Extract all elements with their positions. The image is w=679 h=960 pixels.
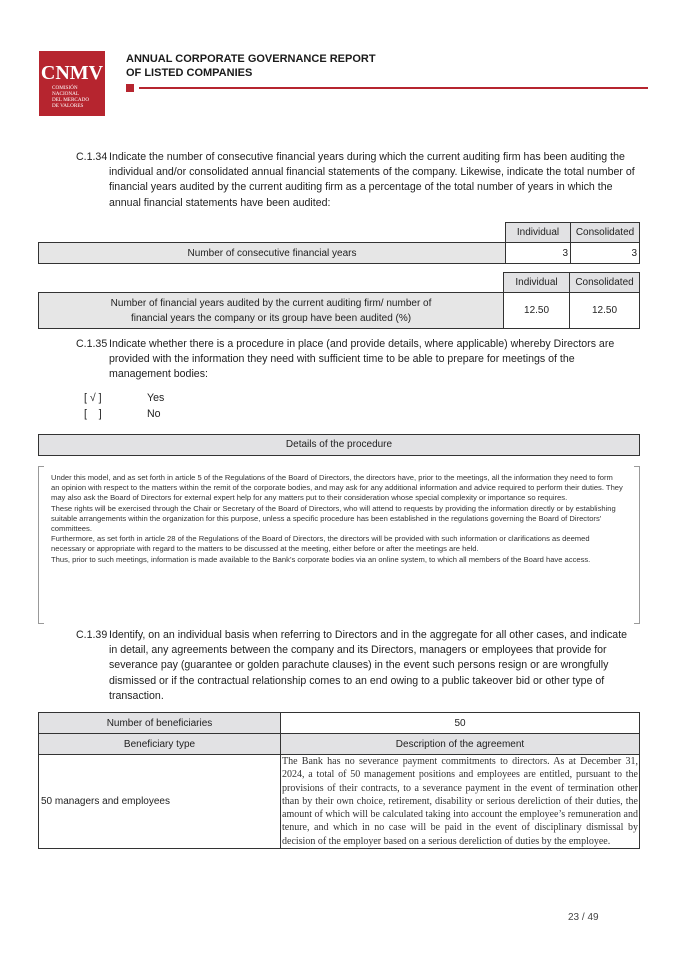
logo-line: COMISIÓN bbox=[52, 85, 78, 91]
logo-title: CNMV bbox=[40, 62, 104, 84]
report-title bbox=[126, 52, 376, 80]
no-label: No bbox=[147, 408, 161, 420]
individual-value: 3 bbox=[506, 243, 571, 264]
agreement-description-value: The Bank has no severance payment commitments to directors. As at December 31, 2024, a total of 50 management positions and employees are entitled, pursuant to the provisions of their contracts, to a severance payment in the event of termination other than by their own choice, retirement, disability or serious dereliction of their duties, the amount of which will be calculated taking into account the employee’s remuneration and tenure, and which in no case will be paid in the event of disciplinary dismissal by decision of the employer based on a serious dereliction of duties by the employee. bbox=[282, 756, 638, 847]
consecutive-years-table bbox=[38, 222, 640, 264]
col-header-individual: Individual bbox=[506, 223, 571, 243]
report-title-line2: OF LISTED COMPANIES bbox=[126, 67, 253, 79]
severance-table bbox=[38, 712, 640, 849]
details-paragraph: Under this model, and as set forth in article 5 of the Regulations of the Board of Directors, the directors have, prior to the meetings, all the information they need to form an opinion with respect to the matters within the remit of the corporate bodies, and may ask for any additional information and advice required to perform their duties. They may also ask the Board of Directors for external expert help for any matters put to their consideration whose special complexity or importance so requires. bbox=[51, 473, 623, 503]
details-header: Details of the procedure bbox=[38, 434, 640, 456]
logo-line: DE VALORES bbox=[52, 103, 84, 109]
question-number: C.1.39 bbox=[76, 629, 108, 641]
question-text: Indicate whether there is a procedure in place (and provide details, where applicable) whereby Directors are provided with the information they need with sufficient time to be able to prepare for meetings of the management bodies: bbox=[109, 338, 615, 381]
details-text bbox=[51, 473, 623, 565]
beneficiary-type-header: Beneficiary type bbox=[39, 734, 281, 755]
col-header-individual: Individual bbox=[504, 273, 570, 293]
question-c139 bbox=[76, 628, 637, 704]
col-header-consolidated: Consolidated bbox=[571, 223, 640, 243]
no-checkbox[interactable]: [ ] bbox=[84, 408, 102, 420]
question-number: C.1.34 bbox=[76, 151, 108, 163]
header-divider bbox=[139, 87, 648, 89]
question-text: Identify, on an individual basis when referring to Directors and in the aggregate for all other cases, and indicate in detail, any agreements between the company and its Directors, managers or employees that provide for severance pay (guarantee or golden parachute clauses) in the event such persons resign or are wrongfully dismissed or if the contractual relationship comes to an end owing to a public takeover bid or other type of transaction. bbox=[109, 629, 628, 702]
details-paragraph: Furthermore, as set forth in article 28 of the Regulations of the Board of Directors, the directors will be provided with such information or clarifications as deemed necessary or appropriate with regard to the matters to be discussed at the meeting, either before or after the meetings are held. bbox=[51, 534, 590, 554]
beneficiary-type-value: 50 managers and employees bbox=[39, 755, 281, 849]
logo-line: DEL MERCADO bbox=[52, 97, 90, 103]
details-bracket-right bbox=[634, 466, 640, 624]
col-header-consolidated: Consolidated bbox=[570, 273, 640, 293]
yes-checkbox[interactable]: [ √ ] bbox=[84, 392, 102, 404]
row-label-line1: Number of financial years audited by the current auditing firm/ number of bbox=[110, 297, 432, 309]
years-audited-table bbox=[38, 272, 640, 329]
logo-line: NACIONAL bbox=[52, 91, 80, 97]
question-text: Indicate the number of consecutive financial years during which the current auditing firm has been auditing the individual and/or consolidated annual financial statements of the company. Likewise, indicate the total number of financial years audited by the current auditing firm as a percentage of the total number of years in which the annual financial statements have been audited: bbox=[109, 151, 635, 209]
header-accent-square bbox=[126, 84, 134, 92]
details-paragraph: These rights will be exercised through the Chair or Secretary of the Board of Directors, who will attend to requests by providing the information directly or by establishing suitable arrangements within the organization for this purpose, unless a specific procedure has been established in the regulations governing the Board of Directors’ committees. bbox=[51, 503, 616, 534]
consolidated-value: 12.50 bbox=[570, 293, 640, 329]
row-label-line2: financial years the company or its group have been audited (%) bbox=[130, 312, 412, 324]
question-number: C.1.35 bbox=[76, 338, 108, 350]
empty-cell bbox=[39, 273, 504, 293]
yes-label: Yes bbox=[147, 392, 165, 404]
individual-value: 12.50 bbox=[504, 293, 570, 329]
row-label bbox=[39, 293, 504, 329]
consolidated-value: 3 bbox=[571, 243, 640, 264]
question-c134 bbox=[76, 150, 637, 211]
page-number: 23 / 49 bbox=[568, 912, 599, 923]
details-paragraph: Thus, prior to such meetings, information is made available to the Bank’s corporate bodies via an online system, to which all members of the Board have access. bbox=[51, 554, 591, 564]
question-c135 bbox=[76, 337, 637, 383]
report-title-line1: ANNUAL CORPORATE GOVERNANCE REPORT bbox=[126, 53, 376, 65]
row-label: Number of consecutive financial years bbox=[39, 243, 506, 264]
cnmv-logo bbox=[39, 51, 105, 116]
agreement-description-header: Description of the agreement bbox=[281, 734, 640, 755]
logo-subtitle bbox=[39, 85, 105, 109]
empty-cell bbox=[39, 223, 506, 243]
beneficiaries-label: Number of beneficiaries bbox=[39, 713, 281, 734]
details-bracket-left bbox=[38, 466, 44, 624]
beneficiaries-value: 50 bbox=[281, 713, 640, 734]
